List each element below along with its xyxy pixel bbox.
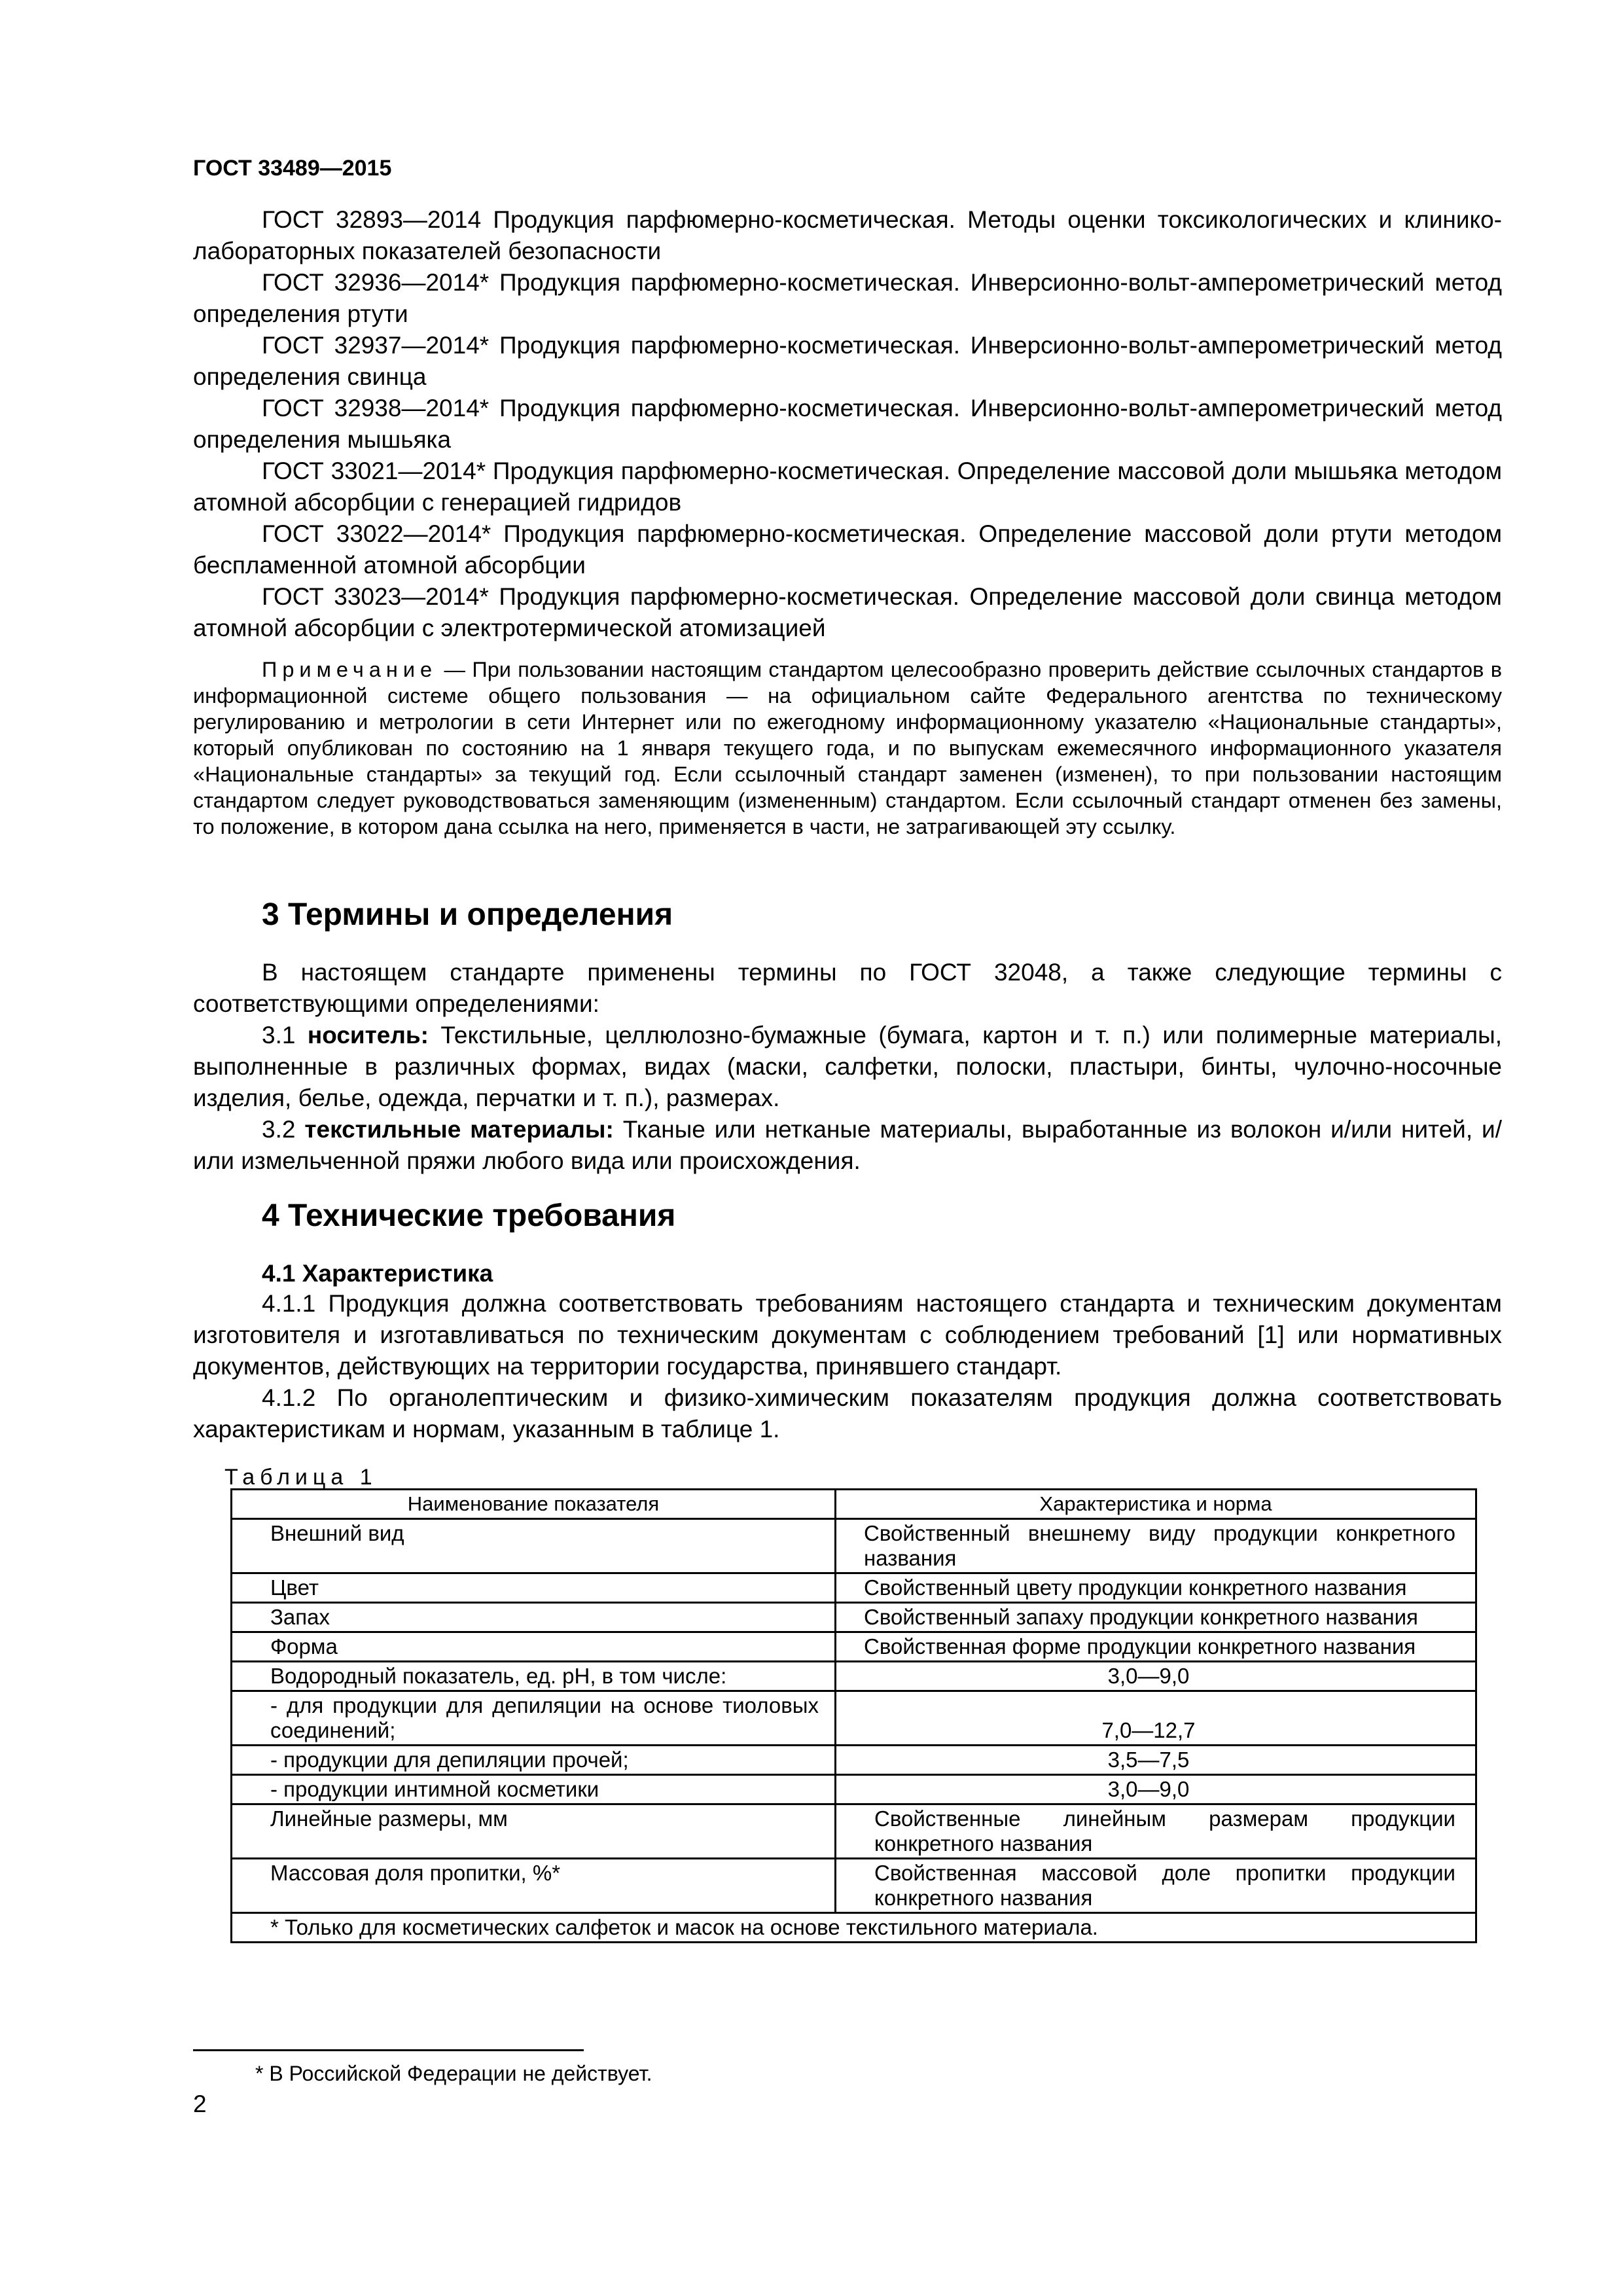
reference-id: ГОСТ 33021—2014* [262, 457, 486, 484]
reference-id: ГОСТ 32938—2014* [262, 395, 490, 422]
term-number: 3.2 [262, 1116, 296, 1143]
normative-references-list [193, 204, 1502, 644]
page-number: 2 [193, 2090, 207, 2117]
norm-cell: 3,0—9,0 [836, 1662, 1476, 1691]
indicator-cell: Линейные размеры, мм [232, 1804, 836, 1859]
column-header-indicator: Наименование показателя [232, 1490, 836, 1519]
table-caption: Таблица 1 [224, 1465, 378, 1490]
indicator-cell: Внешний вид [232, 1519, 836, 1573]
paragraph-4-1-2: 4.1.2 По органолептическим и физико-химическим показателям продукция должна соответствовать характеристикам и нормам, указанным в таблице 1. [193, 1384, 1502, 1443]
reference-title: Продукция парфюмерно-косметическая. Методы оценки токсикологических и клинико-лабораторных показателей безопасности [193, 206, 1502, 264]
reference-id: ГОСТ 33023—2014* [262, 583, 489, 610]
indicator-cell: - продукции для депиляции прочей; [232, 1746, 836, 1775]
indicator-cell: Массовая доля пропитки, %* [232, 1859, 836, 1913]
subsection-4-1-heading: 4.1 Характеристика [262, 1260, 493, 1287]
reference-id: ГОСТ 32893—2014 [262, 206, 482, 233]
indicator-cell: Форма [232, 1632, 836, 1662]
indicator-cell: Цвет [232, 1573, 836, 1603]
reference-item [193, 581, 1502, 644]
table-row [232, 1775, 1476, 1804]
indicator-cell: Водородный показатель, ед. рН, в том числе: [232, 1662, 836, 1691]
reference-id: ГОСТ 32936—2014* [262, 269, 490, 296]
paragraph-4-1-1: 4.1.1 Продукция должна соответствовать требованиям настоящего стандарта и техническим документам изготовителя и изготавливаться по техническим документам с соблюдением требований [1] или нормативных документов, действующих на территории государства, принявшего стандарт. [193, 1290, 1502, 1380]
note-paragraph [193, 656, 1502, 840]
section-4-heading: 4 Технические требования [262, 1198, 676, 1233]
reference-item [193, 267, 1502, 330]
reference-title: Продукция парфюмерно-косметическая. Определение массовой доли мышьяка методом атомной абсорбции с генерацией гидридов [193, 457, 1503, 516]
reference-id: ГОСТ 33022—2014* [262, 520, 491, 547]
reference-item [193, 518, 1502, 581]
reference-title: Продукция парфюмерно-косметическая. Определение массовой доли ртути методом беспламенной атомной абсорбции [193, 520, 1503, 579]
norm-cell: Свойственный запаху продукции конкретного названия [836, 1603, 1476, 1632]
table-row [232, 1804, 1476, 1859]
table-row [232, 1632, 1476, 1662]
table-footnote-row [232, 1913, 1476, 1943]
indicator-cell: - для продукции для депиляции на основе тиоловых соединений; [232, 1691, 836, 1746]
table-row [232, 1603, 1476, 1632]
section-3-heading: 3 Термины и определения [262, 897, 673, 932]
reference-title: Продукция парфюмерно-косметическая. Инверсионно-вольт-амперометрический метод определения ртути [193, 269, 1502, 327]
reference-item [193, 330, 1502, 393]
term-3-2 [193, 1114, 1502, 1177]
table-footnote: * Только для косметических салфеток и масок на основе текстильного материала. [232, 1913, 1476, 1943]
norm-cell: Свойственный внешнему виду продукции конкретного названия [836, 1519, 1476, 1573]
section-4-body [193, 1288, 1502, 1445]
reference-item [193, 393, 1502, 456]
column-header-norm: Характеристика и норма [836, 1490, 1476, 1519]
norm-cell: 7,0—12,7 [836, 1691, 1476, 1746]
page-footnote: * В Российской Федерации не действует. [255, 2062, 652, 2085]
norm-cell: Свойственные линейным размерам продукции конкретного названия [836, 1804, 1476, 1859]
table-row [232, 1859, 1476, 1913]
indicator-cell: - продукции интимной косметики [232, 1775, 836, 1804]
norm-cell: Свойственная форме продукции конкретного названия [836, 1632, 1476, 1662]
table-row [232, 1662, 1476, 1691]
term-number: 3.1 [262, 1022, 296, 1049]
note-text: — При пользовании настоящим стандартом целесообразно проверить действие ссылочных стандартов в информационной системе общего пользования — на официальном сайте Федерального агентства по техническому регулированию и метрологии в сети Интернет или по ежегодному информационному указателю «Национальные стандарты», который опубликован по состоянию на 1 января текущего года, и по выпускам ежемесячного информационного указателя «Национальные стандарты» за текущий год. Если ссылочный стандарт заменен (изменен), то при пользовании настоящим стандартом следует руководствоваться заменяющим (измененным) стандартом. Если ссылочный стандарт отменен без замены, то положение, в котором дана ссылка на него, применяется в части, не затрагивающей эту ссылку. [193, 658, 1502, 838]
section-3-intro: В настоящем стандарте применены термины по ГОСТ 32048, а также следующие термины с соответствующими определениями: [193, 959, 1502, 1017]
term-name: текстильные материалы: [304, 1116, 614, 1143]
indicator-cell: Запах [232, 1603, 836, 1632]
note-label: Примечание [262, 658, 438, 681]
norm-cell: 3,5—7,5 [836, 1746, 1476, 1775]
table-row [232, 1691, 1476, 1746]
table-row [232, 1746, 1476, 1775]
reference-title: Продукция парфюмерно-косметическая. Инверсионно-вольт-амперометрический метод определения свинца [193, 332, 1502, 390]
term-3-1 [193, 1020, 1502, 1114]
term-name: носитель: [307, 1022, 429, 1049]
table-row [232, 1519, 1476, 1573]
reference-title: Продукция парфюмерно-косметическая. Инверсионно-вольт-амперометрический метод определения мышьяка [193, 395, 1502, 453]
section-3-body [193, 957, 1502, 1177]
term-definition: Тканые или нетканые материалы, выработанные из волокон и/или нитей, и/или измельченной пряжи любого вида или происхождения. [193, 1116, 1503, 1174]
reference-item [193, 204, 1502, 267]
footnote-divider [193, 2049, 584, 2051]
reference-id: ГОСТ 32937—2014* [262, 332, 490, 359]
norm-cell: Свойственная массовой доле пропитки продукции конкретного названия [836, 1859, 1476, 1913]
table-row [232, 1573, 1476, 1603]
term-definition: Текстильные, целлюлозно-бумажные (бумага, картон и т. п.) или полимерные материалы, выполненные в различных формах, видах (маски, салфетки, полоски, пластыри, бинты, чулочно-носочные изделия, белье, одежда, перчатки и т. п.), размерах. [193, 1022, 1502, 1111]
document-header: ГОСТ 33489—2015 [193, 156, 392, 181]
specification-table [230, 1488, 1477, 1943]
reference-title: Продукция парфюмерно-косметическая. Определение массовой доли свинца методом атомной абсорбции с электротермической атомизацией [193, 583, 1502, 641]
norm-cell: Свойственный цвету продукции конкретного названия [836, 1573, 1476, 1603]
norm-cell: 3,0—9,0 [836, 1775, 1476, 1804]
reference-item [193, 456, 1502, 518]
table-header-row [232, 1490, 1476, 1519]
